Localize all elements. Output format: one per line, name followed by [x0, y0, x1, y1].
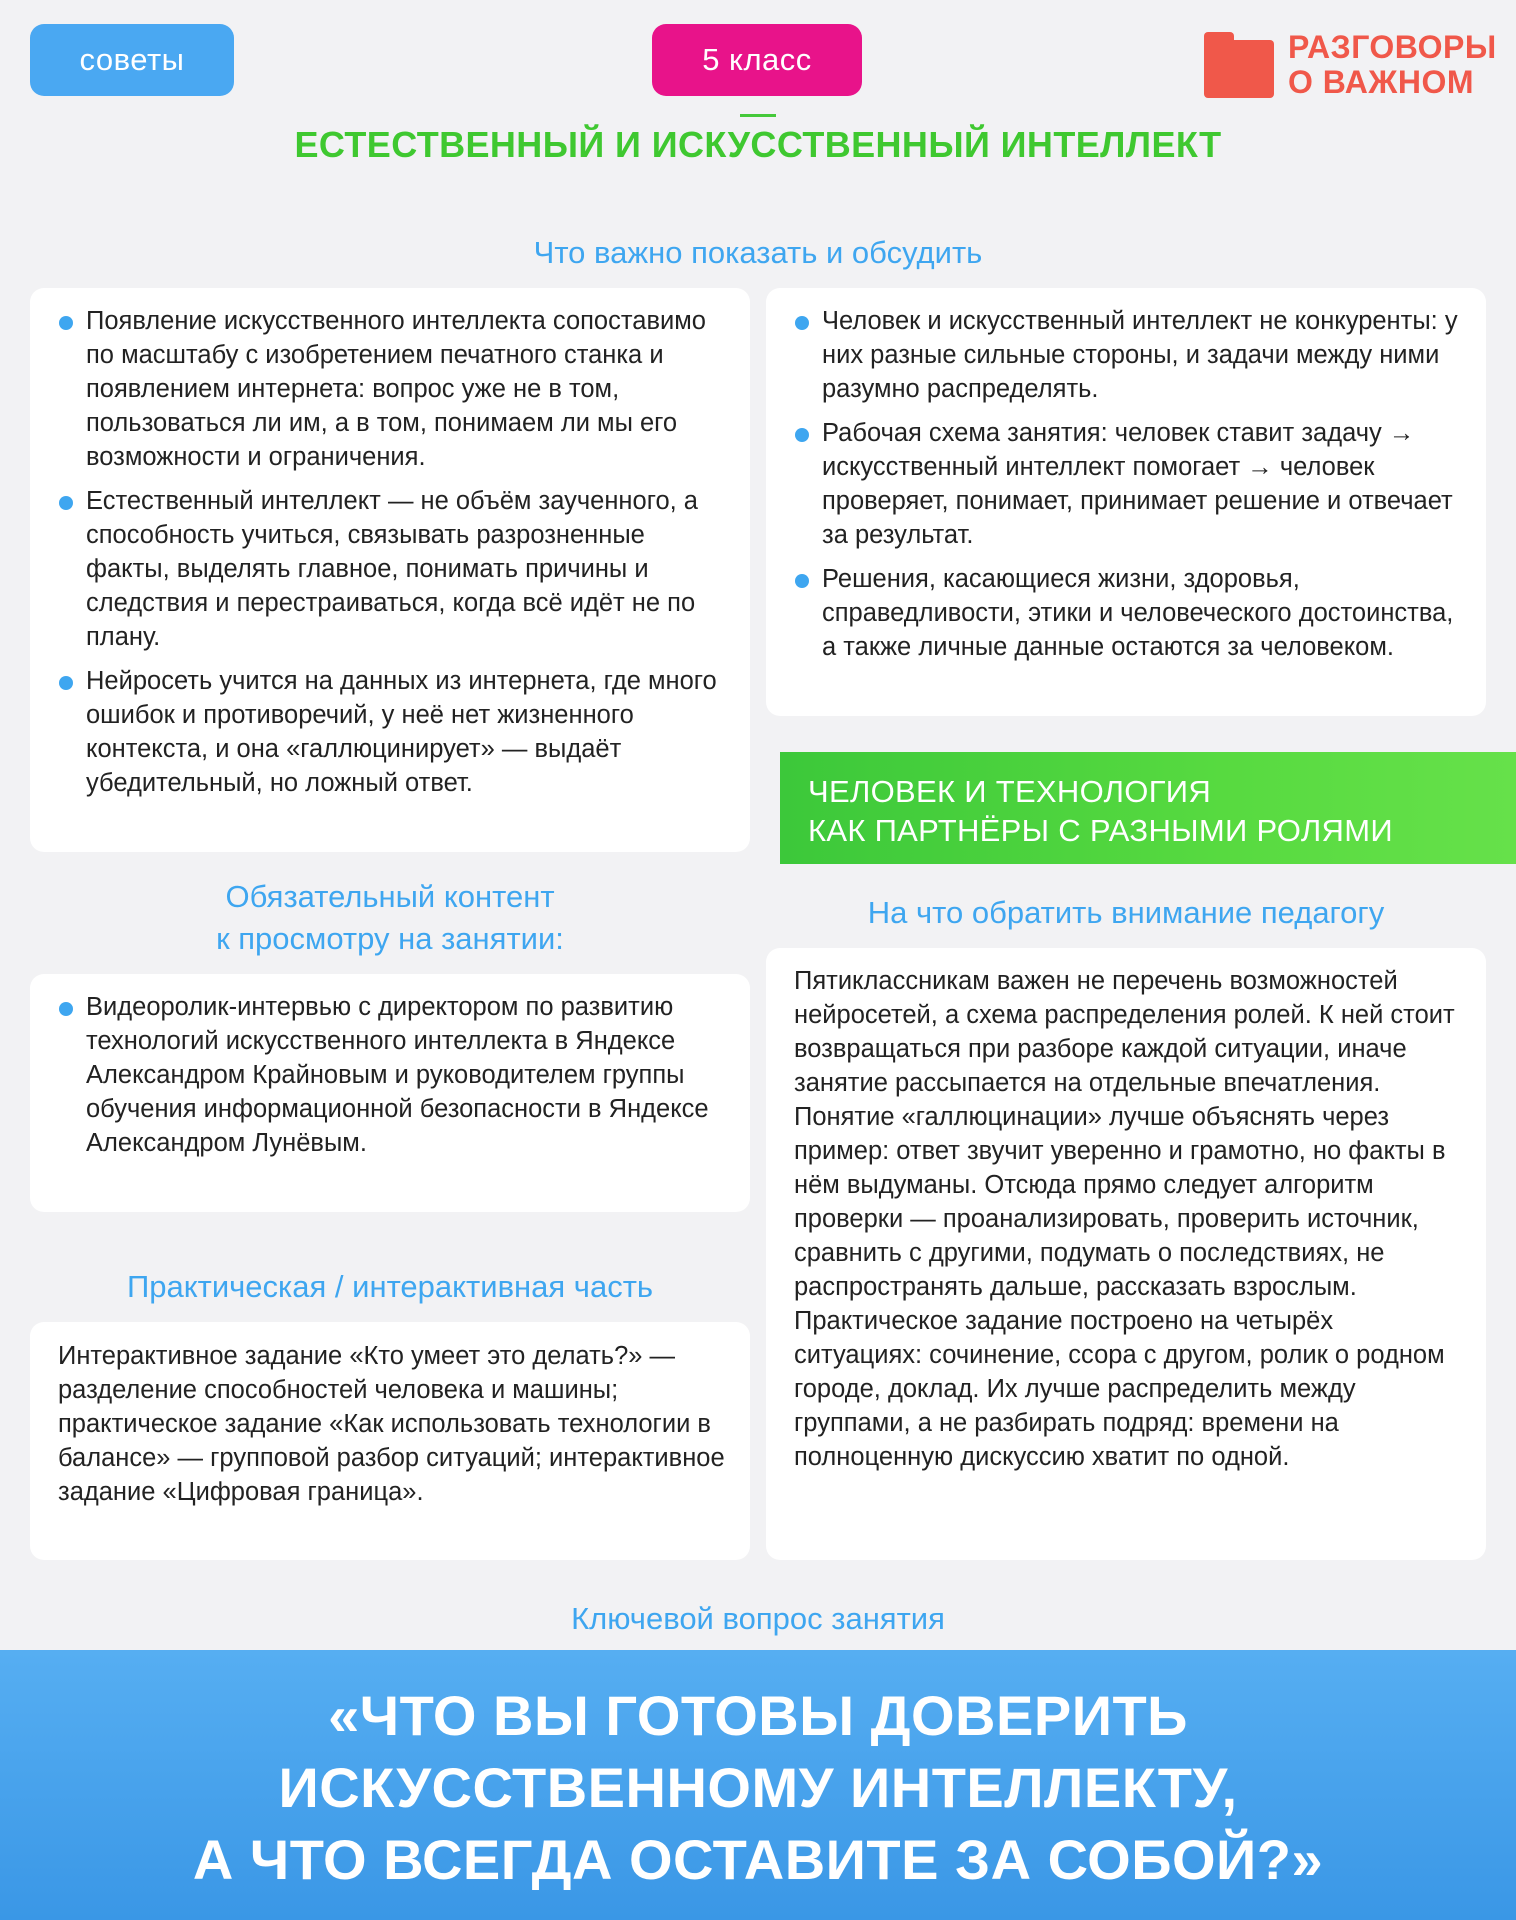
- list-item: Решения, касающиеся жизни, здоровья, справедливости, этики и человеческого достоинства, а также личные данные остаются за человеком.: [766, 562, 1466, 664]
- bullet-icon: [59, 676, 73, 690]
- logo-line1: РАЗГОВОРЫ: [1288, 29, 1497, 65]
- bullet-icon: [59, 316, 73, 330]
- title-dash: [740, 114, 776, 117]
- discuss-heading: Что важно показать и обсудить: [533, 235, 983, 270]
- grade-badge: 5 класс: [652, 24, 862, 96]
- key-question-heading: Ключевой вопрос занятия: [571, 1601, 945, 1636]
- section-banner: [780, 752, 1516, 864]
- discuss-right-card: [766, 288, 1486, 716]
- discuss-left-card: [30, 288, 750, 852]
- practice-text: Интерактивное задание «Кто умеет это делать?» — разделение способностей человека и машины; практическое задание «Как использовать технологии в балансе» — групповой разбор ситуаций; интерактивное задание «Цифровая граница».: [58, 1342, 725, 1506]
- bullet-icon: [59, 1002, 73, 1016]
- list-item: Рабочая схема занятия: человек ставит задачу → искусственный интеллект помогает → человек проверяет, понимает, принимает решение и отвечает за результат.: [766, 416, 1466, 552]
- teacher-paragraph: Практическое задание построено на четырёх ситуациях: сочинение, ссора с другом, ролик о родном городе, доклад. Их лучше распределить между группами, а не разбирать подряд: времени на полноценную дискуссию хватит по одной.: [794, 1307, 1445, 1471]
- practice-card: [30, 1322, 750, 1560]
- banner-line1: ЧЕЛОВЕК И ТЕХНОЛОГИЯ: [808, 774, 1212, 809]
- key-question: «ЧТО ВЫ ГОТОВЫ ДОВЕРИТЬ ИСКУССТВЕННОМУ ИНТЕЛЛЕКТУ, А ЧТО ВСЕГДА ОСТАВИТЕ ЗА СОБОЙ?»: [192, 1684, 1324, 1891]
- practice-heading: Практическая / интерактивная часть: [126, 1269, 654, 1304]
- logo: [1204, 30, 1497, 100]
- teacher-paragraph: Понятие «галлюцинации» лучше объяснять через пример: ответ звучит уверенно и грамотно, но факты в нём выдуманы. Отсюда прямо следует алгоритм проверки — проанализировать, проверить источник, сравнить с другими, подумать о последствиях, не распространять дальше, рассказать взрослым.: [794, 1103, 1446, 1301]
- teacher-paragraph: Пятиклассникам важен не перечень возможностей нейросетей, а схема распределения ролей. К ней стоит возвращаться при разборе каждой ситуации, иначе занятие рассыпается на отдельные впечатления.: [794, 967, 1455, 1097]
- content-heading: Обязательный контент к просмотру на занятии:: [216, 879, 564, 956]
- tips-badge: советы: [30, 24, 234, 96]
- bullet-icon: [795, 316, 809, 330]
- list-item: Нейросеть учится на данных из интернета, где много ошибок и противоречий, у неё нет жизненного контекста, и она «галлюцинирует» — выдаёт убедительный, но ложный ответ.: [30, 664, 732, 800]
- key-question-panel: [0, 1650, 1516, 1920]
- bullet-icon: [59, 496, 73, 510]
- page-title: ЕСТЕСТВЕННЫЙ И ИСКУССТВЕННЫЙ ИНТЕЛЛЕКТ: [294, 124, 1222, 165]
- list-item: Видеоролик-интервью с директором по развитию технологий искусственного интеллекта в Яндексе Александром Крайновым и руководителем группы обучения информационной безопасности в Яндексе Александром Лунёвым.: [30, 990, 732, 1160]
- content-card: [30, 974, 750, 1212]
- bullet-icon: [795, 428, 809, 442]
- list-item: Появление искусственного интеллекта сопоставимо по масштабу с изобретением печатного станка и появлением интернета: вопрос уже не в том, пользоваться ли им, а в том, понимаем ли мы его возможности и ограничения.: [30, 304, 732, 474]
- teacher-heading: На что обратить внимание педагогу: [867, 895, 1385, 930]
- folder-icon: [1204, 32, 1274, 98]
- teacher-card: [766, 948, 1486, 1560]
- list-item: Человек и искусственный интеллект не конкуренты: у них разные сильные стороны, и задачи между ними разумно распределять.: [766, 304, 1466, 406]
- list-item: Естественный интеллект — не объём заученного, а способность учиться, связывать разрозненные факты, выделять главное, понимать причины и следствия и перестраиваться, когда всё идёт не по плану.: [30, 484, 732, 654]
- bullet-icon: [795, 574, 809, 588]
- banner-line2: КАК ПАРТНЁРЫ С РАЗНЫМИ РОЛЯМИ: [808, 813, 1393, 848]
- logo-line2: О ВАЖНОМ: [1288, 64, 1474, 100]
